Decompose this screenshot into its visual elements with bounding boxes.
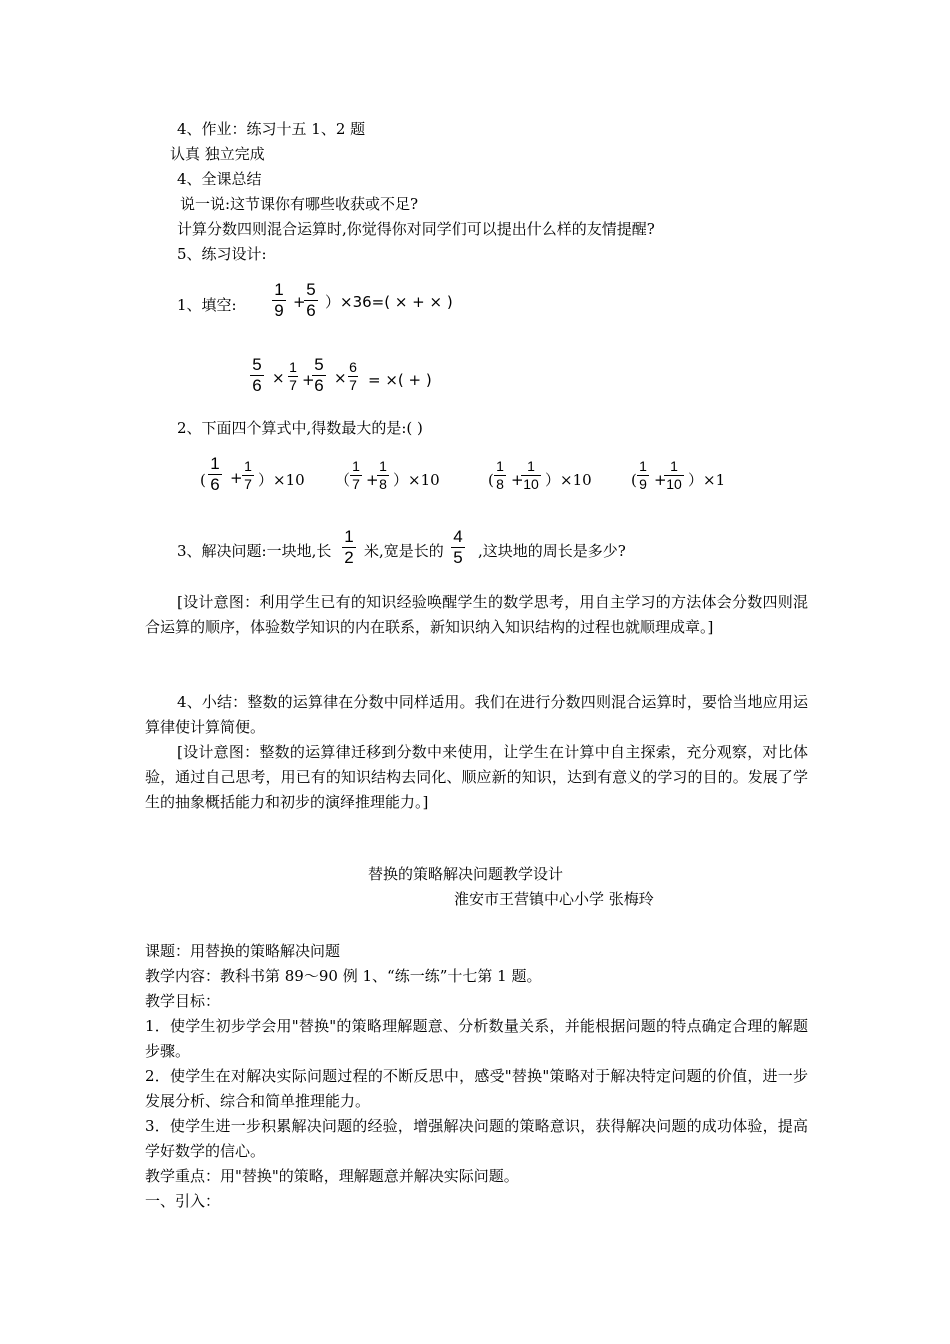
plus-sign: + bbox=[302, 371, 315, 389]
fraction: 1 7 bbox=[289, 359, 297, 393]
content-line: 教学内容：教科书第 89～90 例 1、“练一练”十七第 1 题。 bbox=[145, 967, 542, 985]
fraction: 1 10 bbox=[521, 459, 541, 491]
choice-4-open: ( bbox=[631, 471, 637, 489]
fraction: 1 10 bbox=[664, 459, 684, 491]
fraction: 1 8 bbox=[494, 459, 506, 491]
q3-text-middle: 米,宽是长的 bbox=[364, 542, 444, 560]
design-intent-2: [设计意图：整数的运算律迁移到分数中来使用，让学生在计算中自主探索，充分观察，对比体验，通过自己思考，用已有的知识结构去同化、顺应新的知识，达到有意义的学习的目的。发展了学生的抽象概括能力和初步的演绎推理能力。] bbox=[145, 743, 808, 811]
summary-remind: 计算分数四则混合运算时,你觉得你对同学们可以提出什么样的友情提醒? bbox=[177, 220, 655, 238]
plus-sign: + bbox=[293, 293, 306, 311]
homework-line: 4、作业：练习十五 1、2 题 bbox=[177, 120, 366, 138]
summary-title: 4、全课总结 bbox=[177, 170, 262, 188]
fraction: 1 6 bbox=[208, 455, 222, 493]
practice-title: 5、练习设计: bbox=[177, 245, 267, 263]
conclusion-paragraph: 4、小结：整数的运算律在分数中同样适用。我们在进行分数四则混合运算时，要恰当地应用运算律使计算简便。 bbox=[145, 693, 808, 736]
fraction: 5 6 bbox=[312, 356, 326, 394]
q3-text-start: 3、解决问题:一块地,长 bbox=[177, 542, 332, 560]
goal-1: 1．使学生初步学会用"替换"的策略理解题意、分析数量关系，并能根据问题的特点确定合理的解题步骤。 bbox=[145, 1017, 808, 1060]
intro-heading: 一、引入： bbox=[145, 1192, 221, 1210]
fraction: 5 6 bbox=[250, 356, 264, 394]
plus-sign: + bbox=[366, 471, 379, 489]
times-sign: × bbox=[334, 369, 347, 387]
q1-row2-expression: = ×( + ) bbox=[368, 371, 432, 389]
choice-3-open: ( bbox=[488, 471, 494, 489]
q1-row1-expression: ）×36=( × + × ) bbox=[325, 293, 453, 311]
plus-sign: + bbox=[511, 471, 524, 489]
choice-1-close: ）×10 bbox=[258, 471, 305, 489]
summary-say: 说一说:这节课你有哪些收获或不足? bbox=[180, 195, 419, 213]
fraction: 1 7 bbox=[242, 459, 254, 491]
fraction: 4 5 bbox=[451, 528, 465, 566]
topic-line: 课题：用替换的策略解决问题 bbox=[145, 942, 341, 960]
fraction: 1 8 bbox=[377, 459, 389, 491]
choice-1-open: ( bbox=[200, 471, 206, 489]
key-point: 教学重点：用"替换"的策略，理解题意并解决实际问题。 bbox=[145, 1167, 519, 1185]
plus-sign: + bbox=[654, 471, 667, 489]
doc-title: 替换的策略解决问题教学设计 bbox=[368, 865, 564, 883]
goals-title: 教学目标： bbox=[145, 992, 221, 1010]
choice-2-open: （ bbox=[335, 471, 351, 489]
fraction: 1 2 bbox=[342, 528, 356, 566]
q1-label: 1、填空: bbox=[177, 296, 237, 314]
choice-4-close: ）×1 bbox=[688, 471, 726, 489]
fraction: 1 7 bbox=[350, 459, 362, 491]
author-line: 淮安市王营镇中心小学 张梅玲 bbox=[454, 890, 654, 908]
goal-3: 3．使学生进一步积累解决问题的经验，增强解决问题的策略意识，获得解决问题的成功体验，提高学好数学的信心。 bbox=[145, 1117, 808, 1160]
q2-label: 2、下面四个算式中,得数最大的是:( ) bbox=[177, 419, 423, 437]
times-sign: × bbox=[272, 369, 285, 387]
fraction: 1 9 bbox=[637, 459, 649, 491]
design-intent-1: [设计意图：利用学生已有的知识经验唤醒学生的数学思考，用自主学习的方法体会分数四则混合运算的顺序，体验数学知识的内在联系，新知识纳入知识结构的过程也就顺理成章。] bbox=[145, 593, 808, 636]
plus-sign: + bbox=[230, 469, 243, 487]
q3-text-end: ,这块地的周长是多少? bbox=[478, 542, 626, 560]
goal-2: 2．使学生在对解决实际问题过程的不断反思中，感受"替换"策略对于解决特定问题的价值，进一步发展分析、综合和简单推理能力。 bbox=[145, 1067, 808, 1110]
homework-note: 认真 独立完成 bbox=[170, 145, 265, 163]
fraction: 6 7 bbox=[349, 359, 357, 393]
fraction: 5 6 bbox=[304, 281, 318, 319]
fraction: 1 9 bbox=[272, 281, 286, 319]
choice-3-close: ）×10 bbox=[545, 471, 592, 489]
choice-2-close: ）×10 bbox=[393, 471, 440, 489]
